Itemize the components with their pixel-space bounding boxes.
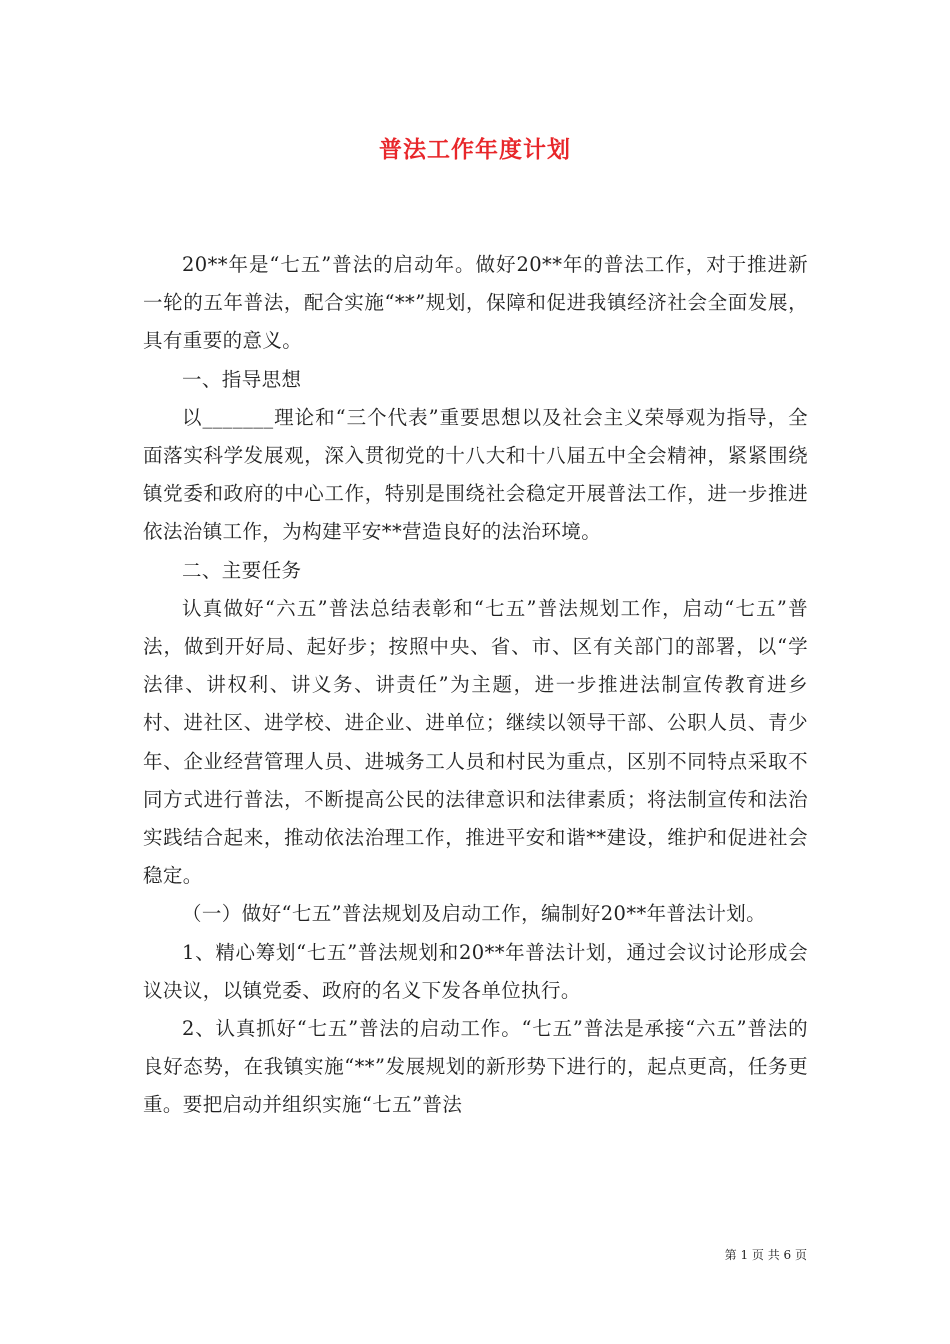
paragraph-guiding-thought: 以_______理论和“三个代表”重要思想以及社会主义荣辱观为指导，全面落实科学发展观，深入贯彻党的十八大和十八届五中全会精神，紧紧围绕镇党委和政府的中心工作，特别是围绕社会稳定开展普法工作，进一步推进依法治镇工作，为构建平安**营造良好的法治环境。 [143,405,808,544]
subheading-task-1: （一）做好“七五”普法规划及启动工作，编制好20**年普法计划。 [182,902,767,926]
paragraph-item-2: 2、认真抓好“七五”普法的启动工作。“七五”普法是承接“六五”普法的良好态势，在我镇实施“**”发展规划的新形势下进行的，起点更高，任务更重。要把启动并组织实施“七五”普法 [143,1017,808,1117]
document-title: 普法工作年度计划 [379,137,571,163]
heading-guiding-thought: 一、指导思想 [182,367,302,391]
document-body [143,246,808,1125]
paragraph-item-1: 1、精心筹划“七五”普法规划和20**年普法计划，通过会议讨论形成会议决议，以镇党委、政府的名义下发各单位执行。 [143,940,808,1002]
paragraph-main-tasks: 认真做好“六五”普法总结表彰和“七五”普法规划工作，启动“七五”普法，做到开好局、起好步；按照中央、省、市、区有关部门的部署，以“学法律、讲权利、讲义务、讲责任”为主题，进一步推进法制宣传教育进乡村、进社区、进学校、进企业、进单位；继续以领导干部、公职人员、青少年、企业经营管理人员、进城务工人员和村民为重点，区别不同特点采取不同方式进行普法，不断提高公民的法律意识和法律素质；将法制宣传和法治实践结合起来，推动依法治理工作，推进平安和谐**建设，维护和促进社会稳定。 [143,596,808,888]
page-number-footer: 第 1 页 共 6 页 [724,1248,807,1262]
heading-main-tasks: 二、主要任务 [182,558,302,582]
paragraph-intro: 20**年是“七五”普法的启动年。做好20**年的普法工作，对于推进新一轮的五年普法，配合实施“**”规划，保障和促进我镇经济社会全面发展，具有重要的意义。 [143,253,808,353]
